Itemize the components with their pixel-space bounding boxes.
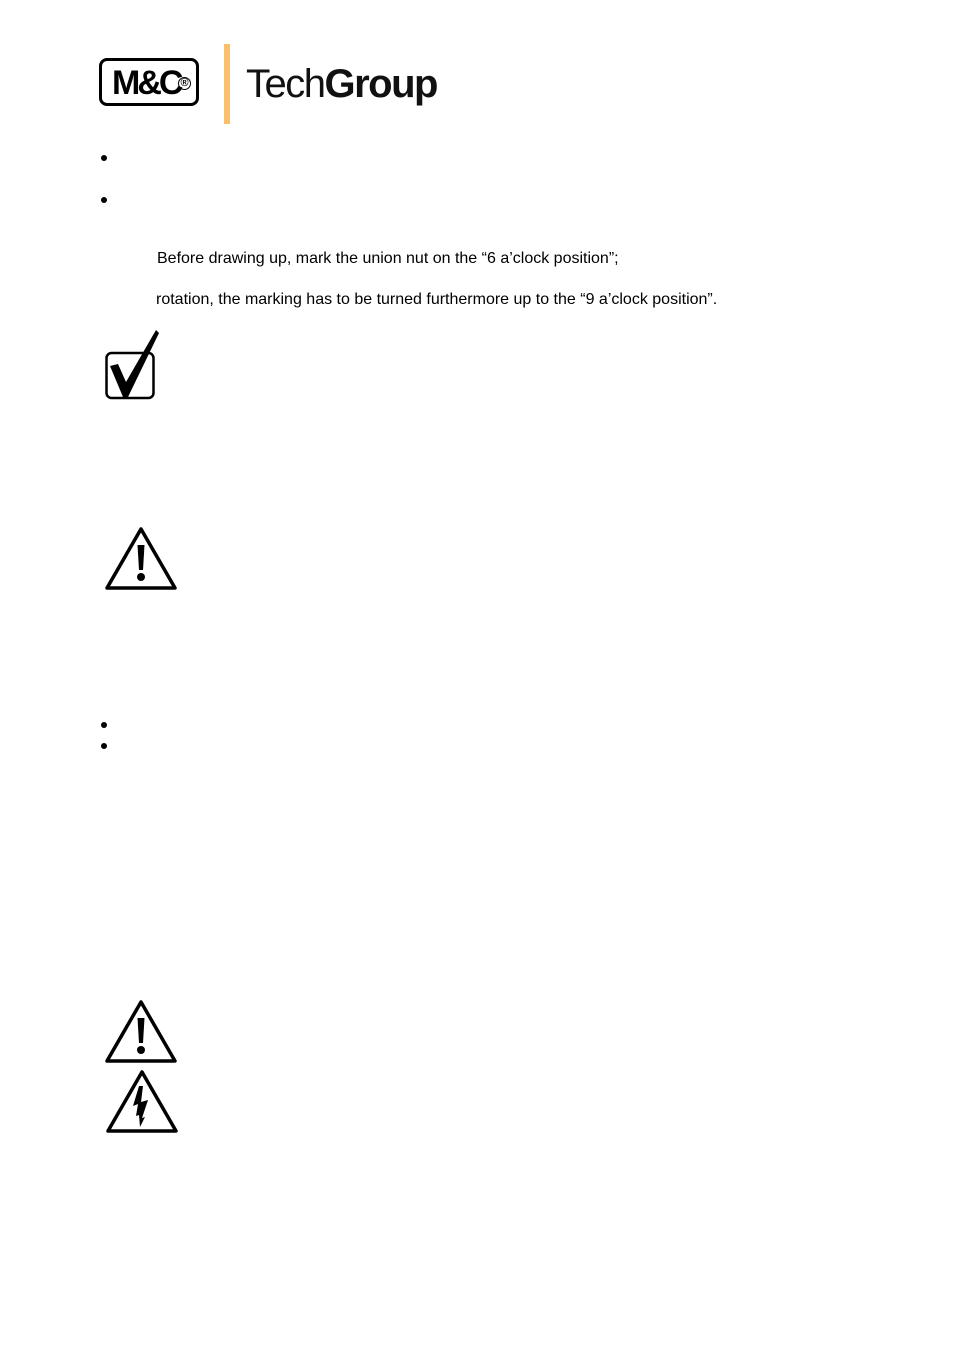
electric-hazard-icon <box>104 1068 180 1134</box>
brand-name-light: Tech <box>246 62 325 106</box>
registered-mark: ® <box>178 77 191 90</box>
warning-icon <box>104 525 178 591</box>
logo-divider <box>224 44 230 124</box>
brand-name-bold: Group <box>324 62 437 106</box>
list-bullet <box>101 155 107 161</box>
list-bullet <box>101 197 107 203</box>
instruction-line-1: Before drawing up, mark the union nut on the “6 a’clock position”; <box>157 250 619 267</box>
brand-name <box>246 58 437 110</box>
warning-icon <box>104 998 178 1064</box>
checkbox-checked-icon <box>104 328 162 402</box>
instruction-line-2: rotation, the marking has to be turned furthermore up to the “9 a’clock position”. <box>156 291 718 308</box>
list-bullet <box>101 722 107 728</box>
logo-text: M&C <box>112 64 181 102</box>
list-bullet <box>101 743 107 749</box>
mc-logo <box>99 58 199 106</box>
